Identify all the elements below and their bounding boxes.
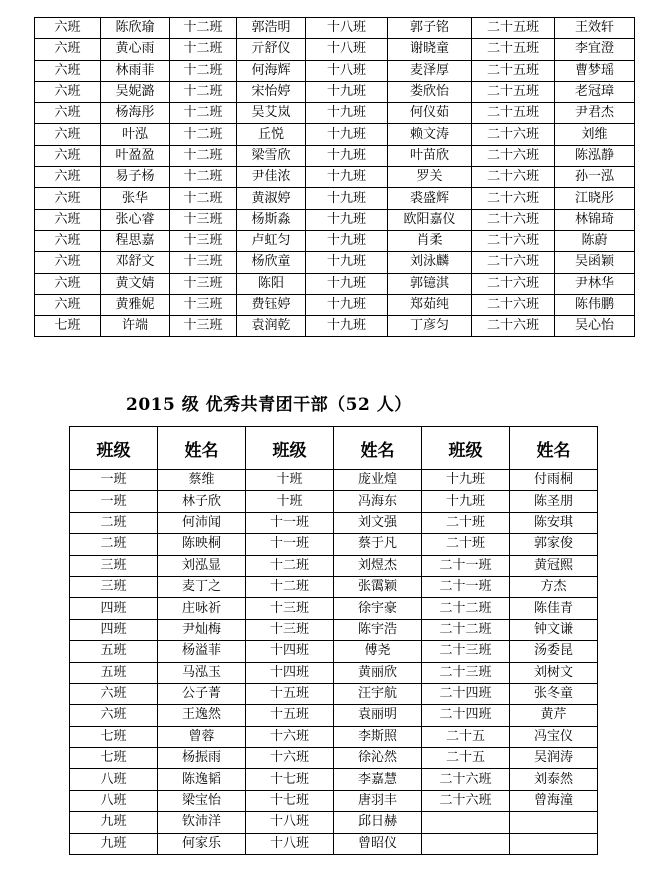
name-cell: 庄咏祈: [158, 598, 246, 619]
class-cell: 十八班: [246, 833, 334, 854]
table-row: [35, 124, 635, 145]
class-cell: 十九班: [306, 188, 388, 209]
name-cell: 付雨桐: [510, 470, 598, 491]
name-cell: 宋怡婷: [237, 81, 306, 102]
class-cell: 十三班: [170, 316, 237, 337]
class-cell: 八班: [70, 790, 158, 811]
name-cell: 杨溢菲: [158, 641, 246, 662]
class-cell: 十九班: [306, 124, 388, 145]
table-row: [70, 705, 598, 726]
name-cell: 陈宇浩: [334, 619, 422, 640]
table-row: [35, 188, 635, 209]
class-cell: 十八班: [306, 60, 388, 81]
class-cell: 十八班: [306, 39, 388, 60]
table-row: [70, 598, 598, 619]
class-cell: 五班: [70, 641, 158, 662]
header-name-col-2: 姓名: [334, 427, 422, 470]
class-cell: 十九班: [306, 167, 388, 188]
class-cell: [422, 833, 510, 854]
class-cell: 十九班: [306, 81, 388, 102]
name-cell: 曾海潼: [510, 790, 598, 811]
name-cell: 陈蔚: [555, 230, 635, 251]
name-cell: 林锦琦: [555, 209, 635, 230]
class-cell: 二十五班: [472, 60, 555, 81]
class-cell: 十二班: [170, 18, 237, 39]
name-cell: 何仪茹: [388, 103, 472, 124]
class-cell: 六班: [35, 145, 101, 166]
name-cell: 黄文婧: [101, 273, 170, 294]
table-row: [35, 39, 635, 60]
name-cell: 程思嘉: [101, 230, 170, 251]
class-cell: 二十六班: [472, 124, 555, 145]
header-name-col-1: 姓名: [158, 427, 246, 470]
name-cell: 吴润涛: [510, 748, 598, 769]
name-cell: 杨振雨: [158, 748, 246, 769]
table-row: [35, 252, 635, 273]
class-cell: 二十六班: [472, 145, 555, 166]
name-cell: 王效轩: [555, 18, 635, 39]
table-row: [35, 60, 635, 81]
class-cell: 七班: [70, 748, 158, 769]
class-cell: 七班: [70, 726, 158, 747]
name-cell: 肖柔: [388, 230, 472, 251]
class-cell: 二十五班: [472, 103, 555, 124]
class-cell: 六班: [70, 705, 158, 726]
name-cell: 江晓彤: [555, 188, 635, 209]
name-cell: 冯宝仪: [510, 726, 598, 747]
table-row: [35, 294, 635, 315]
name-cell: 刘树文: [510, 662, 598, 683]
name-cell: 罗关: [388, 167, 472, 188]
table-row: [35, 145, 635, 166]
class-cell: 十九班: [306, 273, 388, 294]
table-row: [70, 641, 598, 662]
class-cell: 八班: [70, 769, 158, 790]
header-class-col-1: 班级: [70, 427, 158, 470]
name-cell: 叶盈盈: [101, 145, 170, 166]
class-cell: 十三班: [170, 294, 237, 315]
class-cell: 二十三班: [422, 641, 510, 662]
name-cell: 麦泽厚: [388, 60, 472, 81]
class-cell: 十六班: [246, 748, 334, 769]
class-cell: 六班: [35, 167, 101, 188]
table-row: [70, 534, 598, 555]
name-cell: 公子菁: [158, 683, 246, 704]
class-cell: 六班: [35, 230, 101, 251]
name-cell: 卢虹匀: [237, 230, 306, 251]
name-cell: 易子杨: [101, 167, 170, 188]
class-cell: 十二班: [246, 576, 334, 597]
table-row: [70, 619, 598, 640]
class-cell: 六班: [35, 103, 101, 124]
table-row: [70, 470, 598, 491]
table-row: [70, 726, 598, 747]
class-cell: 二十班: [422, 534, 510, 555]
name-cell: 唐羽丰: [334, 790, 422, 811]
name-cell: 曾昭仪: [334, 833, 422, 854]
name-cell: 黄雅妮: [101, 294, 170, 315]
class-cell: 十九班: [306, 209, 388, 230]
class-cell: 十二班: [170, 167, 237, 188]
name-cell: 王逸然: [158, 705, 246, 726]
name-cell: 张心睿: [101, 209, 170, 230]
name-cell: 刘泳麟: [388, 252, 472, 273]
name-cell: 蔡维: [158, 470, 246, 491]
name-cell: 李宜澄: [555, 39, 635, 60]
class-cell: 十一班: [246, 534, 334, 555]
class-cell: 十二班: [170, 103, 237, 124]
name-cell: 吴艾岚: [237, 103, 306, 124]
name-cell: 杨斯淼: [237, 209, 306, 230]
name-cell: 黄芹: [510, 705, 598, 726]
class-cell: 二十二班: [422, 619, 510, 640]
name-cell: 冯海东: [334, 491, 422, 512]
class-cell: 十八班: [306, 18, 388, 39]
header-class-col-3: 班级: [422, 427, 510, 470]
class-cell: 十二班: [246, 555, 334, 576]
name-cell: 黄心雨: [101, 39, 170, 60]
name-cell: 杨欣童: [237, 252, 306, 273]
name-cell: 丘悦: [237, 124, 306, 145]
name-cell: 陈阳: [237, 273, 306, 294]
name-cell: 吴妮潞: [101, 81, 170, 102]
top-roster-body: [35, 18, 635, 337]
name-cell: 许端: [101, 316, 170, 337]
name-cell: 陈欣瑜: [101, 18, 170, 39]
table-row: [35, 18, 635, 39]
name-cell: 费钰婷: [237, 294, 306, 315]
name-cell: 陈泓静: [555, 145, 635, 166]
name-cell: 杨海彤: [101, 103, 170, 124]
class-cell: 九班: [70, 833, 158, 854]
name-cell: 蔡于凡: [334, 534, 422, 555]
class-cell: 二十二班: [422, 598, 510, 619]
class-cell: 十九班: [422, 470, 510, 491]
name-cell: 丁彦匀: [388, 316, 472, 337]
name-cell: 钦沛洋: [158, 812, 246, 833]
name-cell: 吴心怡: [555, 316, 635, 337]
class-cell: 二十一班: [422, 576, 510, 597]
name-cell: 方杰: [510, 576, 598, 597]
class-cell: 十一班: [246, 512, 334, 533]
class-cell: 十三班: [170, 209, 237, 230]
table-row: [70, 748, 598, 769]
name-cell: 何海辉: [237, 60, 306, 81]
class-cell: 二十六班: [472, 294, 555, 315]
class-cell: 十九班: [306, 252, 388, 273]
class-cell: 二十六班: [422, 790, 510, 811]
name-cell: 张冬童: [510, 683, 598, 704]
name-cell: 陈映桐: [158, 534, 246, 555]
name-cell: 郑茹纯: [388, 294, 472, 315]
class-cell: [422, 812, 510, 833]
name-cell: 傅尧: [334, 641, 422, 662]
class-cell: 六班: [35, 124, 101, 145]
class-cell: 十九班: [306, 294, 388, 315]
class-cell: 十二班: [170, 39, 237, 60]
class-cell: 六班: [35, 294, 101, 315]
name-cell: 谢晓童: [388, 39, 472, 60]
class-cell: 十八班: [246, 812, 334, 833]
name-cell: 亓舒仪: [237, 39, 306, 60]
name-cell: 张霭颖: [334, 576, 422, 597]
class-cell: 十三班: [246, 598, 334, 619]
class-cell: 六班: [35, 39, 101, 60]
name-cell: 林子欣: [158, 491, 246, 512]
class-cell: 二十六班: [472, 188, 555, 209]
name-cell: 吴函颖: [555, 252, 635, 273]
class-cell: 二十一班: [422, 555, 510, 576]
class-cell: 二十四班: [422, 705, 510, 726]
name-cell: 张华: [101, 188, 170, 209]
class-cell: 四班: [70, 619, 158, 640]
table-row: [35, 103, 635, 124]
class-cell: 二十五班: [472, 39, 555, 60]
class-cell: 十九班: [306, 316, 388, 337]
class-cell: 十九班: [306, 103, 388, 124]
class-cell: 一班: [70, 491, 158, 512]
name-cell: 梁雪欣: [237, 145, 306, 166]
name-cell: 刘维: [555, 124, 635, 145]
name-cell: 叶苗欣: [388, 145, 472, 166]
class-cell: 二十六班: [472, 252, 555, 273]
class-cell: 十班: [246, 491, 334, 512]
name-cell: 尹君杰: [555, 103, 635, 124]
class-cell: 十七班: [246, 790, 334, 811]
name-cell: 赖文涛: [388, 124, 472, 145]
class-cell: 六班: [70, 683, 158, 704]
name-cell: 何家乐: [158, 833, 246, 854]
class-cell: 二班: [70, 512, 158, 533]
name-cell: 陈佳青: [510, 598, 598, 619]
table-row: [35, 230, 635, 251]
cadre-roster-table: [69, 426, 598, 855]
name-cell: 袁丽明: [334, 705, 422, 726]
class-cell: 十班: [246, 470, 334, 491]
name-cell: 马泓玉: [158, 662, 246, 683]
top-roster-table: [34, 17, 635, 337]
class-cell: 十二班: [170, 124, 237, 145]
table-row: [70, 555, 598, 576]
name-cell: 邓舒文: [101, 252, 170, 273]
name-cell: 钟文谦: [510, 619, 598, 640]
table-row: [70, 662, 598, 683]
class-cell: 七班: [35, 316, 101, 337]
name-cell: 汪宇航: [334, 683, 422, 704]
class-cell: 十三班: [170, 230, 237, 251]
class-cell: 十二班: [170, 81, 237, 102]
cadre-roster-body: [70, 470, 598, 855]
class-cell: 六班: [35, 18, 101, 39]
name-cell: 徐沁然: [334, 748, 422, 769]
name-cell: 刘泓显: [158, 555, 246, 576]
name-cell: 陈圣朋: [510, 491, 598, 512]
class-cell: 六班: [35, 273, 101, 294]
class-cell: 六班: [35, 81, 101, 102]
name-cell: 郭子铭: [388, 18, 472, 39]
name-cell: 黄淑婷: [237, 188, 306, 209]
name-cell: 郭家俊: [510, 534, 598, 555]
class-cell: 六班: [35, 188, 101, 209]
name-cell: [510, 812, 598, 833]
name-cell: 孙一泓: [555, 167, 635, 188]
class-cell: 六班: [35, 252, 101, 273]
class-cell: 十五班: [246, 705, 334, 726]
name-cell: 娄欣怡: [388, 81, 472, 102]
table-row: [70, 576, 598, 597]
class-cell: 二十四班: [422, 683, 510, 704]
class-cell: 二十班: [422, 512, 510, 533]
name-cell: 徐宇豪: [334, 598, 422, 619]
table-row: [70, 790, 598, 811]
table-row: [70, 683, 598, 704]
header-class-col-2: 班级: [246, 427, 334, 470]
name-cell: 曾蓉: [158, 726, 246, 747]
name-cell: 尹佳浓: [237, 167, 306, 188]
name-cell: 何沛闻: [158, 512, 246, 533]
class-cell: 二十五: [422, 726, 510, 747]
class-cell: 十四班: [246, 641, 334, 662]
name-cell: 郭镱淇: [388, 273, 472, 294]
class-cell: 二十六班: [472, 209, 555, 230]
name-cell: 袁润乾: [237, 316, 306, 337]
class-cell: 十三班: [170, 273, 237, 294]
section-title: 2015 级 优秀共青团干部（52 人）: [126, 395, 412, 415]
table-row: [70, 491, 598, 512]
class-cell: 十九班: [422, 491, 510, 512]
class-cell: 十六班: [246, 726, 334, 747]
name-cell: 老冠璋: [555, 81, 635, 102]
table-row: [70, 833, 598, 854]
name-cell: 梁宝怡: [158, 790, 246, 811]
class-cell: 六班: [35, 60, 101, 81]
name-cell: 邱日赫: [334, 812, 422, 833]
class-cell: 十三班: [170, 252, 237, 273]
name-cell: 曹梦瑶: [555, 60, 635, 81]
class-cell: 十九班: [306, 145, 388, 166]
name-cell: 李斯照: [334, 726, 422, 747]
class-cell: 六班: [35, 209, 101, 230]
name-cell: 陈逸韬: [158, 769, 246, 790]
name-cell: 黄冠熙: [510, 555, 598, 576]
class-cell: 二十六班: [472, 316, 555, 337]
class-cell: 三班: [70, 576, 158, 597]
class-cell: 二十六班: [422, 769, 510, 790]
class-cell: 九班: [70, 812, 158, 833]
name-cell: 李嘉慧: [334, 769, 422, 790]
class-cell: 二班: [70, 534, 158, 555]
table-row: [35, 167, 635, 188]
class-cell: 十五班: [246, 683, 334, 704]
header-row: [70, 427, 598, 470]
class-cell: 十三班: [246, 619, 334, 640]
table-row: [70, 812, 598, 833]
table-row: [35, 81, 635, 102]
class-cell: 一班: [70, 470, 158, 491]
table-row: [70, 512, 598, 533]
name-cell: 庞业煌: [334, 470, 422, 491]
table-row: [35, 273, 635, 294]
name-cell: 陈安琪: [510, 512, 598, 533]
name-cell: 欧阳嘉仪: [388, 209, 472, 230]
class-cell: 十二班: [170, 60, 237, 81]
class-cell: 五班: [70, 662, 158, 683]
name-cell: 刘文强: [334, 512, 422, 533]
table-row: [70, 769, 598, 790]
class-cell: 十七班: [246, 769, 334, 790]
class-cell: 十二班: [170, 188, 237, 209]
class-cell: 十四班: [246, 662, 334, 683]
class-cell: 二十五班: [472, 81, 555, 102]
table-row: [35, 316, 635, 337]
class-cell: 十九班: [306, 230, 388, 251]
header-name-col-3: 姓名: [510, 427, 598, 470]
name-cell: 尹林华: [555, 273, 635, 294]
name-cell: 刘泰然: [510, 769, 598, 790]
class-cell: 二十三班: [422, 662, 510, 683]
name-cell: 刘煜杰: [334, 555, 422, 576]
name-cell: 林雨菲: [101, 60, 170, 81]
class-cell: 二十五班: [472, 18, 555, 39]
name-cell: 汤委昆: [510, 641, 598, 662]
name-cell: 尹灿梅: [158, 619, 246, 640]
name-cell: 裘盛辉: [388, 188, 472, 209]
name-cell: 麦丁之: [158, 576, 246, 597]
class-cell: 二十五: [422, 748, 510, 769]
class-cell: 三班: [70, 555, 158, 576]
class-cell: 四班: [70, 598, 158, 619]
name-cell: [510, 833, 598, 854]
name-cell: 陈伟鹏: [555, 294, 635, 315]
class-cell: 十二班: [170, 145, 237, 166]
name-cell: 郭浩明: [237, 18, 306, 39]
class-cell: 二十六班: [472, 273, 555, 294]
name-cell: 叶泓: [101, 124, 170, 145]
class-cell: 二十六班: [472, 230, 555, 251]
class-cell: 二十六班: [472, 167, 555, 188]
table-row: [35, 209, 635, 230]
name-cell: 黄丽欣: [334, 662, 422, 683]
